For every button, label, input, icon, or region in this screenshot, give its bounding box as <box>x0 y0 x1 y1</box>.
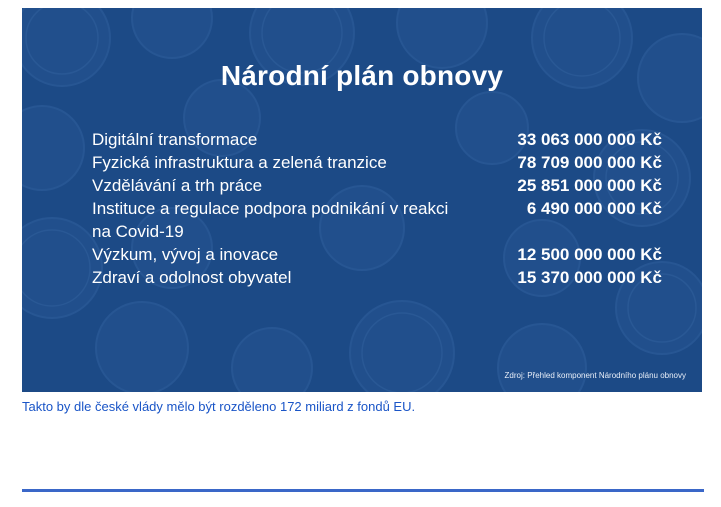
allocation-label: Zdraví a odolnost obyvatel <box>92 268 292 287</box>
infographic-title: Národní plán obnovy <box>220 60 504 91</box>
allocation-label: Vzdělávání a trh práce <box>92 176 263 195</box>
allocation-amount: 6 490 000 000 Kč <box>526 199 662 218</box>
infographic-image <box>22 8 702 392</box>
allocation-label: Instituce a regulace podpora podnikání v reakci na Covid-19 <box>92 199 449 241</box>
allocation-amount: 25 851 000 000 Kč <box>517 176 662 195</box>
allocation-label: Fyzická infrastruktura a zelená tranzice <box>92 153 387 172</box>
allocation-list <box>92 128 662 289</box>
allocation-row <box>92 266 662 289</box>
source-note: Zdroj: Přehled komponent Národního plánu obnovy <box>504 371 686 380</box>
allocation-amount: 33 063 000 000 Kč <box>517 130 662 149</box>
allocation-row <box>92 174 662 197</box>
allocation-row <box>92 243 662 266</box>
allocation-label: Výzkum, vývoj a inovace <box>92 245 279 264</box>
allocation-row <box>92 151 662 174</box>
image-caption: Takto by dle české vlády mělo být rozděleno 172 miliard z fondů EU. <box>22 399 416 414</box>
allocation-amount: 12 500 000 000 Kč <box>517 245 662 264</box>
allocation-amount: 78 709 000 000 Kč <box>517 153 662 172</box>
allocation-row <box>92 197 662 243</box>
divider <box>22 489 704 492</box>
allocation-label: Digitální transformace <box>92 130 258 149</box>
allocation-amount: 15 370 000 000 Kč <box>517 268 662 287</box>
allocation-row <box>92 128 662 151</box>
